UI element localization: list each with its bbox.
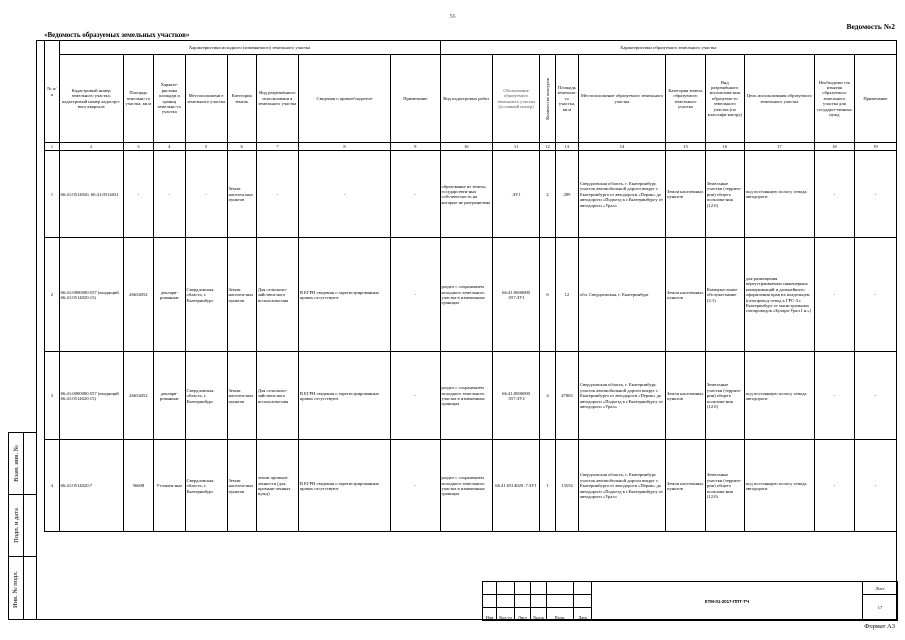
area: - <box>123 151 153 238</box>
header-5: Категория земель <box>227 55 256 143</box>
header-2: Площадь земельно-го участка, кв.м <box>123 55 153 143</box>
new-category: Земли населенных пунктов <box>666 151 706 238</box>
header-18: Примечание <box>854 55 896 143</box>
note: - <box>391 238 440 352</box>
owner-info: - <box>298 151 390 238</box>
new-area: 289 <box>555 151 578 238</box>
col-number: 16 <box>705 143 744 151</box>
new-location: Свердловская область, г. Екатеринбург, участок автомобильной дороги вокруг г. Екатеринбурга от автодороги «Пермь» до автодороги «Подъезд к г.Екатеринбургу от автодороги «Урал» <box>578 440 665 532</box>
side-stamp <box>8 432 36 620</box>
land-category: Земли населен-ных пунктов <box>227 440 256 532</box>
stamp-sign-date: Подп. и дата <box>9 495 23 557</box>
stamp-blank-column <box>23 433 37 619</box>
cadastral-work: раздел с сохранением исходного земельного участка в измененных границах <box>440 440 492 532</box>
new-permitted-use: Земельные участки (террито-рии) общего пользова-ния (12.0) <box>705 151 744 238</box>
column-number-row <box>45 143 897 151</box>
tb-col-label: Лист <box>515 608 531 621</box>
location: - <box>185 151 227 238</box>
new-category: Земли населенных пунктов <box>666 238 706 352</box>
location: Свердловская область, г. Екатеринбург <box>185 352 227 440</box>
col-number: 6 <box>227 143 256 151</box>
new-location: обл. Свердловская, г. Екатеринбург <box>578 238 665 352</box>
usage-purpose: для размещения переустраиваемых инженерных коммуникаций и дальнейшего оформления прав их владельцем (газопровод-отвод к ГРС-3 г. Екатеринбург от магистральных газопроводов «Бухара-Урал I н.») <box>744 238 814 352</box>
permitted-use: - <box>256 151 298 238</box>
area-character: - <box>154 151 185 238</box>
note: - <box>391 151 440 238</box>
document-code: КТМ-01-2017-ППТ-ТЧ <box>592 582 863 621</box>
source-group-header: Характеристики исходного (изменяемого) земельного участка <box>59 41 440 55</box>
new-location: Свердловская область, г. Екатеринбург, участок автомобильной дороги вокруг г. Екатеринбурга от автодороги «Пермь» до автодороги «Подъезд к г.Екатеринбургу от автодороги «Урал» <box>578 151 665 238</box>
cadastral-number: 66:41:0000000:557 (входящий 66:41:0514020:15) <box>59 238 123 352</box>
contours-count: 1 <box>540 440 556 532</box>
col-number: 7 <box>256 143 298 151</box>
row-number: 3 <box>45 352 60 440</box>
new-plot-label: 66:41:0000000 :557:ЗУ2 <box>492 352 539 440</box>
header-14: Категория земель образуемого земельного участка <box>666 55 706 143</box>
header-9: Вид кадастровых работ <box>440 55 492 143</box>
header-7: Сведения о правообладателе <box>298 55 390 143</box>
row-number: 2 <box>45 238 60 352</box>
col-number: 19 <box>854 143 896 151</box>
header-11: Количество контуров <box>540 55 556 143</box>
cadastral-number: 66:41:0514020, 66:41:0514021 <box>59 151 123 238</box>
header-0: № п/ п <box>45 41 60 143</box>
note-2: - <box>854 440 896 532</box>
stamp-inv-orig: Инв. № подл. <box>12 570 20 608</box>
table-row <box>45 352 897 440</box>
new-permitted-use: Земельные участки (террито-рии) общего пользова-ния (12.0) <box>705 440 744 532</box>
area-character: деклари-рованные <box>154 352 185 440</box>
new-plot-label: :ЗУ1 <box>492 151 539 238</box>
header-13: Местоположение образуемого земельного участка <box>578 55 665 143</box>
col-number: 18 <box>814 143 854 151</box>
page-number: 56 <box>449 14 456 20</box>
location: Свердловская область, г. Екатеринбург <box>185 440 227 532</box>
tb-col-label: Подп. <box>547 608 574 621</box>
new-category: Земли населенных пунктов <box>666 440 706 532</box>
permitted-use: земли промыш-ленности (для промыш-ленных нужд) <box>256 440 298 532</box>
header-15: Вид разрешённого использова-ния образуемо-го земельного участка (по классифи-катору) <box>705 55 744 143</box>
note-2: - <box>854 151 896 238</box>
sheet-number: 17 <box>863 595 898 621</box>
header-8: Примечание <box>391 55 440 143</box>
location: Свердловская область, г. Екатеринбург <box>185 238 227 352</box>
col-number: 11 <box>492 143 539 151</box>
new-permitted-use: Коммуна-льное обслужи-вание (3.1) <box>705 238 744 352</box>
owner-info: В ЕГРН сведения о зарегистрированных правах отсутствуют <box>298 238 390 352</box>
usage-purpose: под постоянную полосу отвода автодороги <box>744 151 814 238</box>
header-16: Цель использования образуемого земельного участка <box>744 55 814 143</box>
col-number: 1 <box>45 143 60 151</box>
new-permitted-use: Земельные участки (террито-рии) общего пользова-ния (12.0) <box>705 352 744 440</box>
note-2: - <box>854 352 896 440</box>
usage-purpose: под постоянную полосу отвода автодороги <box>744 352 814 440</box>
col-number: 10 <box>440 143 492 151</box>
area: 26654052 <box>123 352 153 440</box>
header-6: Вид разрешённого использовани я земельного участка <box>256 55 298 143</box>
seizure-need: - <box>814 151 854 238</box>
header-12: Площадь земельно-го участка, кв.м <box>555 55 578 143</box>
header-10: Обозначение образуемого земельного участка (условный номер) <box>492 55 539 143</box>
new-category: Земли населенных пунктов <box>666 352 706 440</box>
tb-col-label: Дата <box>574 608 592 621</box>
land-plots-table <box>44 40 897 532</box>
new-location: Свердловская область, г. Екатеринбург, участок автомобильной дороги вокруг г. Екатеринбурга от автодороги «Пермь» до автодороги «Подъезд к г.Екатеринбургу от автодороги «Урал» <box>578 352 665 440</box>
row-number: 4 <box>45 440 60 532</box>
new-area: 47803 <box>555 352 578 440</box>
new-area: 12 <box>555 238 578 352</box>
table-row <box>45 440 897 532</box>
area: 26654052 <box>123 238 153 352</box>
tb-col-label: Изм <box>483 608 497 621</box>
seizure-need: - <box>814 440 854 532</box>
new-plot-label: 66:41:0514020 :7:ЗУ1 <box>492 440 539 532</box>
seizure-need: - <box>814 352 854 440</box>
statement-number: Ведомость №2 <box>846 22 895 31</box>
seizure-need: - <box>814 238 854 352</box>
col-number: 5 <box>185 143 227 151</box>
document-title: «Ведомость образуемых земельных участков» <box>44 31 190 39</box>
owner-info: В ЕГРН сведения о зарегистрированных правах отсутствуют <box>298 352 390 440</box>
tb-col-label: №док <box>531 608 547 621</box>
col-number: 3 <box>123 143 153 151</box>
cadastral-number: 66:41:0000000:557 (входящий 66:41:0514020:15) <box>59 352 123 440</box>
header-1: Кадастровый номер земельного участка, кадастровый номер кадастро-вого квартала <box>59 55 123 143</box>
note-2: - <box>854 238 896 352</box>
cadastral-work: образование из земель, государствен-ных собствен-ность на которые не разграничена <box>440 151 492 238</box>
new-plot-label: 66:41:0000000 :557:ЗУ1 <box>492 238 539 352</box>
permitted-use: Для сельскохо-зяйствен-ного использова-ния <box>256 352 298 440</box>
col-number: 15 <box>666 143 706 151</box>
col-number: 17 <box>744 143 814 151</box>
cadastral-work: раздел с сохранением исходного земельного участка в измененных границах <box>440 352 492 440</box>
area: 56608 <box>123 440 153 532</box>
note: - <box>391 352 440 440</box>
formed-group-header: Характеристики образуемого земельного участка <box>440 41 896 55</box>
new-area: 13554 <box>555 440 578 532</box>
header-3: Характе-ристика площади и границ земельно-го участка <box>154 55 185 143</box>
tb-col-label: Кол.уч <box>497 608 515 621</box>
col-number: 2 <box>59 143 123 151</box>
note: - <box>391 440 440 532</box>
col-number: 14 <box>578 143 665 151</box>
header-17: Необходимо сть изъятия образуемого земельного участка для государст-венных нужд <box>814 55 854 143</box>
paper-format: Формат А3 <box>864 623 895 630</box>
area-character: Уточнен-ные <box>154 440 185 532</box>
col-number: 8 <box>298 143 390 151</box>
contours-count: 2 <box>540 151 556 238</box>
row-number: 1 <box>45 151 60 238</box>
owner-info: В ЕГРН сведения о зарегистрированных правах отсутствуют <box>298 440 390 532</box>
title-block <box>482 581 898 621</box>
table-row <box>45 151 897 238</box>
contours-count: 6 <box>540 238 556 352</box>
col-number: 12 <box>540 143 556 151</box>
cadastral-work: раздел с сохранением исходного земельного участка в измененных границах <box>440 238 492 352</box>
usage-purpose: под постоянную полосу отвода автодороги <box>744 440 814 532</box>
col-number: 9 <box>391 143 440 151</box>
col-number: 13 <box>555 143 578 151</box>
land-category: Земли населен-ных пунктов <box>227 238 256 352</box>
permitted-use: Для сельскохо-зяйствен-ного использова-ния <box>256 238 298 352</box>
sheet-label: Лист <box>863 582 898 595</box>
header-4: Местоположени е земельного участка <box>185 55 227 143</box>
area-character: деклари-рованные <box>154 238 185 352</box>
col-number: 4 <box>154 143 185 151</box>
land-category: Земли населен ных пунктов <box>227 151 256 238</box>
cadastral-number: 66:41:0514020:7 <box>59 440 123 532</box>
land-category: Земли населен-ных пунктов <box>227 352 256 440</box>
table-row <box>45 238 897 352</box>
contours-count: 4 <box>540 352 556 440</box>
stamp-inv-replace: Взам. инв. № <box>9 433 23 495</box>
